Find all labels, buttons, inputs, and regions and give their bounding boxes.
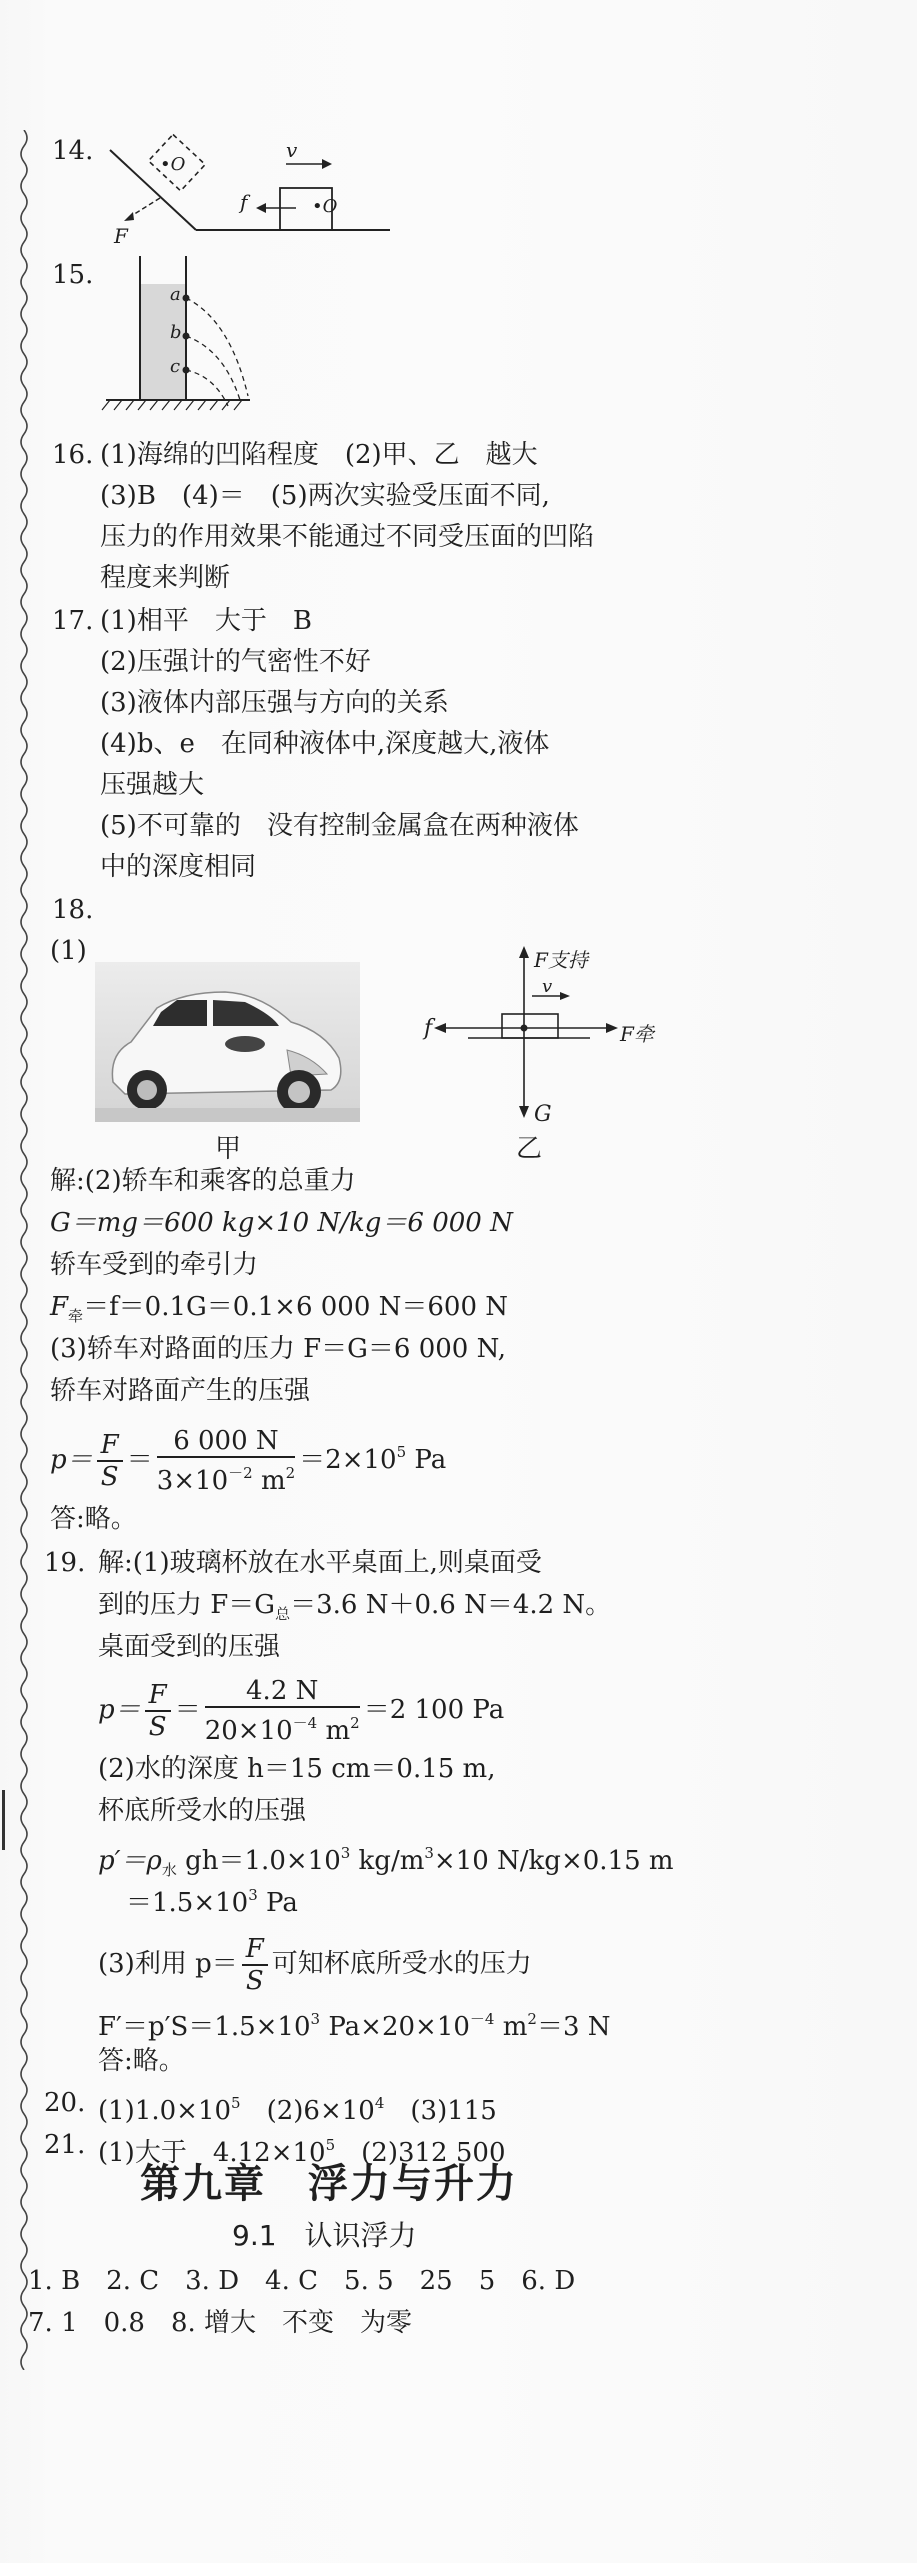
q18-pressure-text: 轿车对路面产生的压强 — [50, 1376, 311, 1406]
q14-v-label: v — [286, 138, 298, 162]
q14-O-incline: •O — [160, 154, 186, 175]
q17-line-6: (5)不可靠的 没有控制金属盒在两种液体 — [100, 811, 579, 841]
q17-line-7: 中的深度相同 — [100, 852, 257, 882]
q14-number: 14. — [52, 136, 94, 166]
q16-line-1: (1)海绵的凹陷程度 (2)甲、乙 越大 — [100, 440, 538, 470]
section-title: 9.1 认识浮力 — [232, 2219, 417, 2252]
q15-b-label: b — [170, 322, 182, 343]
q19-line-2: 到的压力 $F=G_总=3.6$ N＋0.6 N＝4.2 N。 — [98, 1590, 612, 1623]
q18-eq-traction: $F_牵=f=0.1G=0.1\times 6$ 000 N＝600 N — [50, 1292, 509, 1325]
chapter-title: 第九章 浮力与升力 — [140, 2161, 518, 2207]
q18-solution-head: 解:(2)轿车和乘客的总重力 — [50, 1166, 356, 1196]
q19-line-6: (3)利用 p＝ $\frac{F}{S}$ 可知杯底所受水的压力 — [98, 1934, 532, 1996]
q19-eq-water-pressure: $p'=\rho_水$ $gh=1.0\times 10^3$ $kg/m^3\times 10$ N/kg×0.15 m — [98, 1844, 674, 1879]
force-F-traction-label: F牵 — [620, 1022, 654, 1046]
q16-line-2: (3)B (4)＝ (5)两次实验受压面不同, — [100, 481, 550, 511]
q14-O-box: •O — [312, 196, 338, 217]
force-diagram — [420, 940, 640, 1150]
margin-tick — [2, 1790, 5, 1850]
q18-part1: (1) — [50, 936, 87, 966]
q14-F-label: F — [114, 224, 128, 248]
q16-line-3: 压力的作用效果不能通过不同受压面的凹陷 — [100, 522, 595, 552]
force-v-label: v — [542, 976, 553, 997]
q17-line-1: (1)相平 大于 B — [100, 606, 312, 636]
car-photo — [95, 962, 360, 1122]
wavy-margin-line — [14, 130, 34, 2370]
q17-line-5: 压强越大 — [100, 770, 205, 800]
q17-line-4: (4)b、e 在同种液体中,深度越大,液体 — [100, 729, 550, 759]
q18-traction-text: 轿车受到的牵引力 — [50, 1250, 259, 1280]
answers-row-1: 1. B 2. C 3. D 4. C 5. 5 25 5 6. D — [28, 2266, 576, 2296]
q18-pressure-force: (3)轿车对路面的压力 F＝G＝6 000 N, — [50, 1334, 506, 1364]
q16-number: 16. — [52, 440, 94, 470]
force-caption: 乙 — [516, 1134, 543, 1164]
q14-figure — [100, 130, 400, 250]
q17-number: 17. — [52, 606, 94, 636]
q20-number: 20. — [44, 2088, 86, 2118]
q19-eq-pressure: p＝ $\frac{F}{S}$ ＝ $\frac{4.2 N}{20\times 10^{-4} m^2}$ ＝2 100 Pa — [98, 1676, 505, 1746]
force-F-support-label: F支持 — [534, 948, 588, 972]
answers-row-2: 7. 1 0.8 8. 增大 不变 为零 — [28, 2308, 413, 2338]
q17-line-2: (2)压强计的气密性不好 — [100, 647, 371, 677]
q14-f-label: f — [240, 190, 248, 214]
q19-answer: 答:略。 — [98, 2046, 185, 2076]
q16-line-4: 程度来判断 — [100, 563, 231, 593]
q21-answers: (1)大于 $4.12\times 10^5$ (2)312 500 — [98, 2136, 506, 2168]
q17-line-3: (3)液体内部压强与方向的关系 — [100, 688, 449, 718]
force-f-label: f — [424, 1016, 433, 1041]
q15-number: 15. — [52, 260, 94, 290]
q19-eq-water-pressure-result: $=1.5\times 10^3$ Pa — [126, 1886, 298, 1918]
q18-number: 18. — [52, 895, 94, 925]
q21-number: 21. — [44, 2130, 86, 2160]
q19-line-5: 杯底所受水的压强 — [98, 1796, 307, 1826]
q18-answer: 答:略。 — [50, 1504, 137, 1534]
q19-line-3: 桌面受到的压强 — [98, 1632, 281, 1662]
q18-eq-weight: G＝mg＝600 kg×10 N/kg＝6 000 N — [50, 1208, 513, 1238]
q19-line-1: 解:(1)玻璃杯放在水平桌面上,则桌面受 — [98, 1548, 542, 1578]
q15-figure — [100, 250, 280, 420]
q20-answers: $(1)1.0\times 10^5$ $(2)6\times 10^4$ (3)115 — [98, 2094, 497, 2126]
car-caption: 甲 — [215, 1134, 242, 1164]
force-G-label: G — [534, 1102, 552, 1127]
q15-c-label: c — [170, 356, 181, 377]
q18-eq-pressure: p＝ $\frac{F}{S}$ ＝ $\frac{6 000 N}{3\times 10^{-2} m^2}$ $=2\times 10^5$ Pa — [50, 1426, 447, 1496]
q19-eq-force: $F'=p'S=1.5\times 10^3$ $Pa\times 20\times 10^{-4}$ $m^2=3$ N — [98, 2010, 611, 2042]
q15-a-label: a — [170, 284, 181, 305]
q19-line-4: (2)水的深度 h＝15 cm＝0.15 m, — [98, 1754, 496, 1784]
q19-number: 19. — [44, 1548, 86, 1578]
